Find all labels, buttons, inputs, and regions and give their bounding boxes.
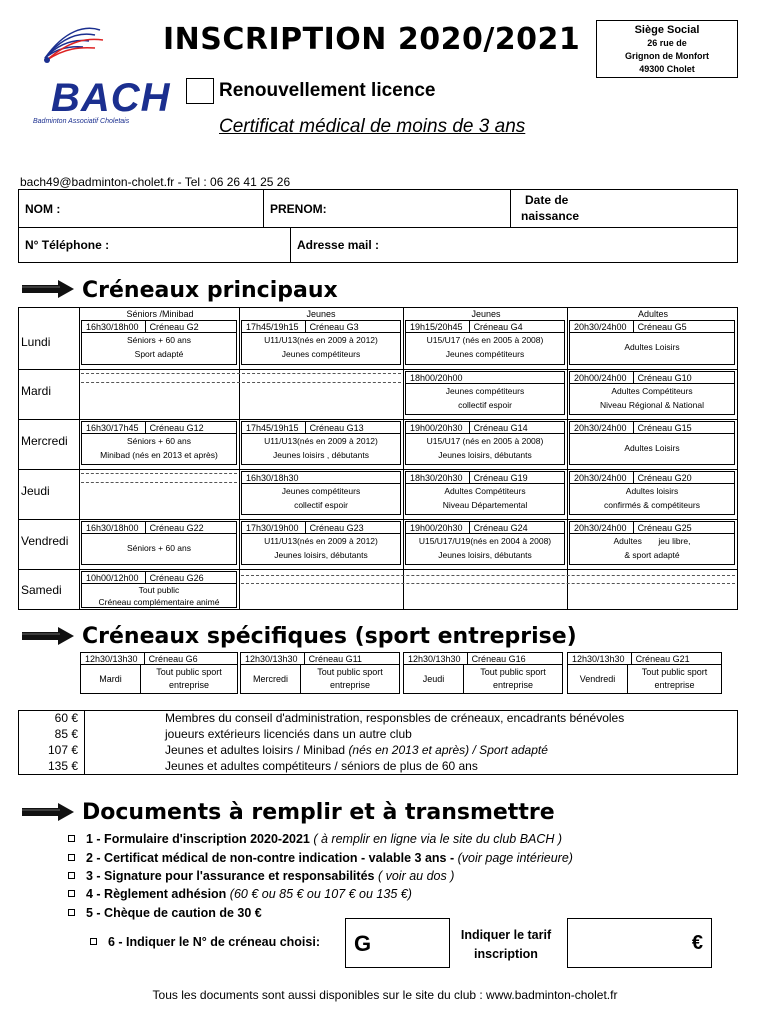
day-lundi: Lundi (21, 335, 51, 349)
slot-desc: Tout public (138, 585, 180, 595)
slot-desc: U15/U17 (nés en 2005 à 2008) (426, 436, 544, 446)
slot-time: 20h30/24h00 (574, 523, 627, 533)
contact-form (18, 227, 738, 263)
day-mardi: Mardi (21, 384, 52, 398)
slot-desc: U11/U13(nés en 2009 à 2012) (264, 436, 378, 446)
slot-desc: U15/U17 (nés en 2005 à 2008) (426, 335, 544, 345)
certificate-note: Certificat médical de moins de 3 ans (219, 116, 526, 137)
birthdate-field[interactable] (511, 190, 738, 228)
tariff-text-italic: (nés en 2013 et après) / Sport adapté (348, 743, 548, 757)
slot-g14 (405, 421, 565, 465)
section-main-title: Créneaux principaux (82, 278, 338, 303)
slot-desc: U11/U13(nés en 2009 à 2012) (264, 335, 378, 345)
spec-code: Créneau G21 (631, 653, 690, 664)
spec-time: 12h30/13h30 (245, 654, 298, 664)
slot-desc: Séniors + 60 ans (126, 335, 192, 345)
document-text: 4 - Règlement adhésion (86, 887, 230, 901)
spec-code: Créneau G16 (467, 653, 526, 664)
slot-desc: collectif espoir (458, 400, 512, 410)
slot-number-input[interactable]: G (345, 918, 450, 968)
page-title: INSCRIPTION 2020/2021 (163, 22, 581, 57)
tariff-row (19, 727, 738, 743)
slot-desc: Jeunes compétiteurs (281, 486, 361, 496)
day-mercredi: Mercredi (21, 434, 68, 448)
slot-time: 19h00/20h30 (410, 523, 463, 533)
tariff-label (458, 926, 554, 964)
spec-desc: Tout public sport (317, 667, 383, 677)
slot-g3 (241, 320, 401, 365)
slot-desc: Jeunes loisirs, débutants (274, 550, 368, 560)
slot-time: 19h00/20h30 (410, 423, 463, 433)
slot-code: Créneau G13 (305, 422, 364, 433)
slot-desc: Niveau Régional & National (600, 400, 704, 410)
slot-desc: Adultes loisirs (625, 486, 679, 496)
spec-code: Créneau G6 (144, 653, 198, 664)
head-office-line-1: 26 rue de (647, 38, 687, 48)
slot-desc: collectif espoir (294, 500, 348, 510)
slot-desc: U15/U17/U19(nés en 2004 à 2008) (418, 536, 552, 546)
slot-time: 18h30/20h30 (410, 473, 463, 483)
specific-slot-g6 (80, 652, 238, 694)
email-field[interactable]: Adresse mail : (291, 228, 738, 263)
slot-desc: Adultes jeu libre, (613, 536, 691, 546)
slot-code: Créneau G23 (305, 522, 364, 533)
slot-code: Créneau G12 (145, 422, 204, 433)
slot-g13 (241, 421, 401, 465)
document-text: 3 - Signature pour l'assurance et responsabilités (86, 869, 378, 883)
slot-time: 17h45/19h15 (246, 322, 299, 332)
slot-time: 20h30/24h00 (574, 322, 627, 332)
slot-desc: Jeunes compétiteurs (445, 349, 525, 359)
slot-g25 (569, 521, 735, 565)
slot-desc: Jeunes compétiteurs (281, 349, 361, 359)
slot-code: Créneau G25 (633, 522, 692, 533)
arrow-icon (22, 627, 74, 645)
checkbox-icon[interactable] (68, 872, 75, 879)
document-note: ( voir au dos ) (377, 869, 455, 883)
spec-day: Vendredi (568, 665, 628, 694)
renewal-label: Renouvellement licence (219, 80, 436, 101)
spec-day: Mercredi (241, 665, 301, 694)
slot-desc: Adultes Compétiteurs (611, 386, 693, 396)
slot-time: 20h00/24h00 (574, 373, 627, 383)
tariff-amount-input[interactable]: € (567, 918, 712, 968)
slot-desc: Adultes Compétiteurs (444, 486, 526, 496)
slot-g12 (81, 421, 237, 465)
head-office-line-2: Grignon de Monfort (625, 51, 709, 61)
column-header-jeunes-2: Jeunes (471, 309, 501, 319)
column-header-jeunes-1: Jeunes (306, 309, 336, 319)
slot-code: Créneau G24 (469, 522, 528, 533)
slot-desc: & sport adapté (624, 550, 680, 560)
spec-desc: Tout public sport (480, 667, 546, 677)
document-item-5 (68, 906, 262, 920)
birthdate-label-1: Date de (525, 193, 569, 207)
tariff-price: 135 € (19, 759, 85, 775)
slot-code: Créneau G10 (633, 372, 692, 383)
tariff-row (19, 711, 738, 727)
tariff-price: 60 € (19, 711, 85, 727)
slot-code: Créneau G5 (633, 321, 687, 332)
section-specific-title: Créneaux spécifiques (sport entreprise) (82, 624, 577, 649)
tariff-row (19, 759, 738, 775)
tariff-label-line-1: Indiquer le tarif (460, 928, 552, 942)
document-text: 1 - Formulaire d'inscription 2020-2021 (86, 832, 314, 846)
spec-day: Mardi (81, 665, 141, 694)
slot-time: 17h45/19h15 (246, 423, 299, 433)
head-office-line-3: 49300 Cholet (639, 64, 695, 74)
slot-time: 20h30/24h00 (574, 423, 627, 433)
tariff-text: Jeunes et adultes loisirs / Minibad (165, 743, 349, 757)
slot-code: Créneau G14 (469, 422, 528, 433)
slot-desc: Adultes Loisirs (624, 443, 680, 453)
document-note: ( à remplir en ligne via le site du club BACH ) (313, 832, 563, 846)
document-note: (60 € ou 85 € ou 107 € ou 135 €) (229, 887, 412, 901)
spec-time: 12h30/13h30 (572, 654, 625, 664)
logo-name: BACH (51, 76, 171, 120)
slot-jeudi-espoir (241, 471, 401, 515)
slot-code: Créneau G2 (145, 321, 199, 332)
day-samedi: Samedi (21, 583, 62, 597)
day-vendredi: Vendredi (21, 534, 69, 548)
slot-desc: confirmés & compétiteurs (604, 500, 700, 510)
slot-time: 10h00/12h00 (86, 573, 139, 583)
section-docs-title: Documents à remplir et à transmettre (82, 800, 555, 825)
document-text: 5 - Chèque de caution de 30 € (86, 906, 262, 920)
renewal-checkbox[interactable] (186, 78, 214, 104)
slot-desc: Jeunes loisirs , débutants (273, 450, 369, 460)
slot-g10 (569, 371, 735, 415)
slot-g20 (569, 471, 735, 515)
document-item-4 (68, 887, 412, 901)
slot-desc: Jeunes loisirs, débutants (438, 550, 532, 560)
checkbox-icon[interactable] (90, 938, 97, 945)
footer-note: Tous les documents sont aussi disponibles sur le site du club : www.badminton-cholet.fr (152, 988, 618, 1002)
slot-g26 (81, 571, 237, 608)
spec-time: 12h30/13h30 (85, 654, 138, 664)
tariff-row (19, 743, 738, 759)
tariff-text: Jeunes et adultes compétiteurs / séniors de plus de 60 ans (85, 759, 738, 775)
document-text: 2 - Certificat médical de non-contre indication - valable 3 ans - (86, 851, 458, 865)
slot-desc: U11/U13(nés en 2009 à 2012) (264, 536, 378, 546)
identity-form (18, 189, 738, 228)
slot-desc: Minibad (nés en 2013 et après) (100, 450, 218, 460)
column-header-adultes: Adultes (637, 309, 669, 319)
slot-desc: Adultes Loisirs (624, 342, 680, 352)
slot-g19 (405, 471, 565, 515)
schedule-grid (18, 307, 738, 610)
head-office-heading: Siège Social (634, 24, 700, 36)
slot-code: Créneau G3 (305, 321, 359, 332)
slot-g4 (405, 320, 565, 365)
slot-g2 (81, 320, 237, 365)
logo-subtitle: Badminton Associatif Choletais (33, 118, 130, 125)
slot-time: 16h30/18h00 (86, 523, 139, 533)
slot-code: Créneau G22 (145, 522, 204, 533)
slot-time: 16h30/18h30 (246, 473, 299, 483)
contact-line: bach49@badminton-cholet.fr - Tel : 06 26 41 25 26 (20, 175, 291, 189)
slot-g15 (569, 421, 735, 465)
slot-desc: Niveau Départemental (442, 500, 528, 510)
specific-slot-g21 (567, 652, 722, 694)
checkbox-icon[interactable] (68, 909, 75, 916)
club-logo (25, 20, 171, 125)
slot-g22 (81, 521, 237, 565)
tariff-table (18, 710, 738, 775)
slot-desc: Séniors + 60 ans (126, 436, 192, 446)
slot-code: Créneau G20 (633, 472, 692, 483)
slot-desc: Créneau complémentaire animé (98, 597, 220, 607)
document-item-3 (68, 869, 454, 883)
document-item-6 (90, 935, 320, 949)
slot-g24 (405, 521, 565, 565)
slot-code: Créneau G19 (469, 472, 528, 483)
slot-code: Créneau G15 (633, 422, 692, 433)
slot-time: 16h30/18h00 (86, 322, 139, 332)
slot-desc: Jeunes compétiteurs (445, 386, 525, 396)
checkbox-icon[interactable] (68, 890, 75, 897)
tariff-text: joueurs extérieurs licenciés dans un autre club (85, 727, 738, 743)
slot-time: 16h30/17h45 (86, 423, 139, 433)
document-item-2 (68, 851, 573, 865)
tariff-label-line-2: inscription (474, 947, 538, 961)
tariff-text: Membres du conseil d'administration, responsbles de créneaux, encadrants bénévoles (85, 711, 738, 727)
slot-g23 (241, 521, 401, 565)
document-item-1 (68, 832, 562, 846)
document-text: 6 - Indiquer le N° de créneau choisi: (108, 935, 320, 949)
checkbox-icon[interactable] (68, 854, 75, 861)
arrow-icon (22, 280, 74, 298)
spec-code: Créneau G11 (304, 653, 362, 664)
document-note: (voir page intérieure) (457, 851, 573, 865)
spec-desc: Tout public sport (156, 667, 222, 677)
column-header-seniors: Séniors /Minibad (126, 309, 194, 319)
slot-time: 20h30/24h00 (574, 473, 627, 483)
spec-desc: entreprise (654, 680, 695, 690)
specific-slot-g16 (403, 652, 563, 694)
spec-day: Jeudi (404, 665, 464, 694)
tariff-text-cell (85, 743, 738, 759)
tariff-price: 85 € (19, 727, 85, 743)
slot-desc: Jeunes loisirs, débutants (438, 450, 532, 460)
spec-desc: entreprise (329, 680, 371, 690)
slot-desc: Séniors + 60 ans (126, 543, 192, 553)
slot-desc: Sport adapté (134, 349, 184, 359)
spec-desc: entreprise (168, 680, 210, 690)
firstname-field[interactable]: PRENOM: (264, 190, 511, 228)
day-jeudi: Jeudi (21, 484, 50, 498)
slot-g5 (569, 320, 735, 365)
arrow-icon (22, 803, 74, 821)
specific-slot-g11 (240, 652, 400, 694)
slot-code: Créneau G26 (145, 572, 204, 583)
spec-desc: entreprise (492, 680, 534, 690)
slot-time: 18h00/20h00 (410, 373, 463, 383)
spec-desc: Tout public sport (641, 667, 708, 677)
tariff-price: 107 € (19, 743, 85, 759)
slot-time: 17h30/19h00 (246, 523, 299, 533)
head-office-box (596, 20, 738, 78)
birthdate-label-2: naissance (521, 209, 580, 223)
slot-code: Créneau G4 (469, 321, 523, 332)
spec-time: 12h30/13h30 (408, 654, 461, 664)
phone-field[interactable]: N° Téléphone : (19, 228, 291, 263)
checkbox-icon[interactable] (68, 835, 75, 842)
name-field[interactable]: NOM : (19, 190, 264, 228)
slot-mardi-espoir (405, 371, 565, 415)
slot-time: 19h15/20h45 (410, 322, 463, 332)
